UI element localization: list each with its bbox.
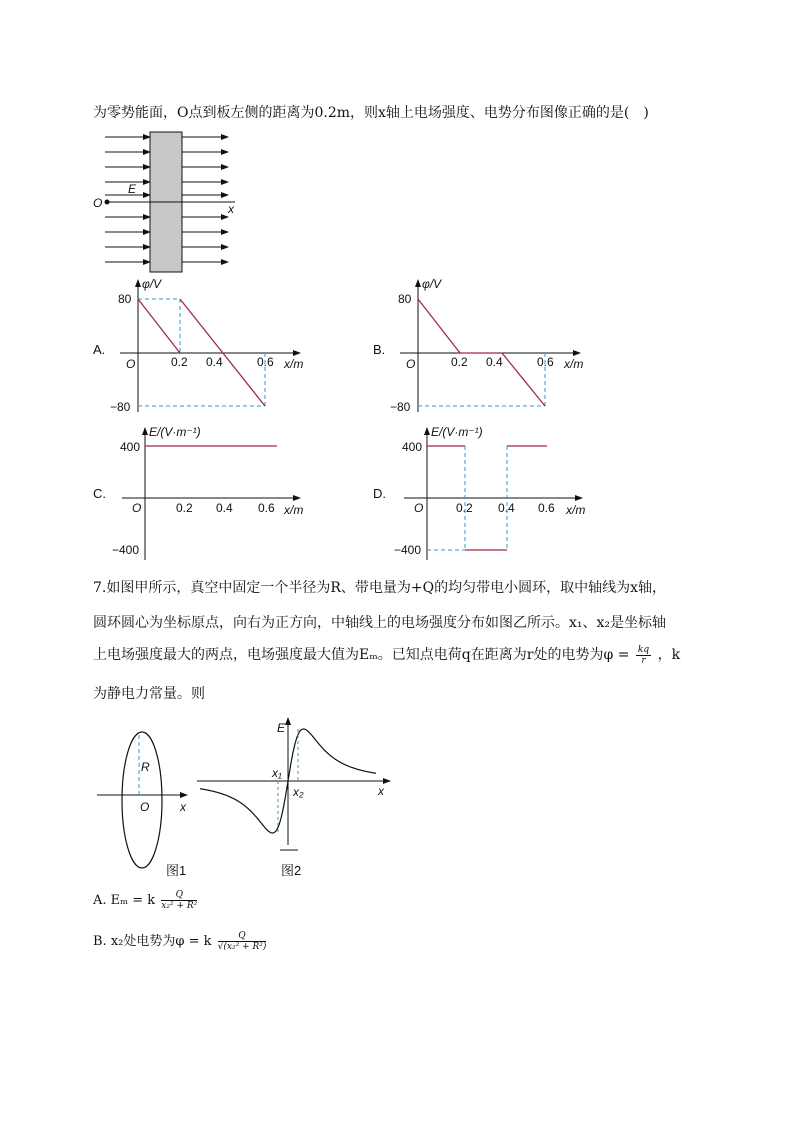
q6-text-line: 为零势能面，O点到板左侧的距离为0.2m，则x轴上电场强度、电势分布图像正确的是( ) xyxy=(93,105,649,121)
q7-line3-tail: ，k xyxy=(657,647,681,663)
xtick-0.4: 0.4 xyxy=(206,355,223,369)
plate-figure xyxy=(90,125,290,285)
label-x: x xyxy=(378,784,384,798)
label-R: R xyxy=(141,760,150,774)
ylabel: φ/V xyxy=(142,277,162,291)
q7-option-A xyxy=(93,890,199,911)
q7-option-B xyxy=(93,930,268,952)
ylabel: φ/V xyxy=(422,277,442,291)
potential-fraction xyxy=(636,645,651,666)
optA-den: x₂² + R² xyxy=(161,901,198,911)
origin: O xyxy=(414,501,424,515)
option-B-label: B. xyxy=(373,342,386,357)
q7-text-line3 xyxy=(93,644,680,666)
ylabel: E/(V·m⁻¹) xyxy=(149,425,201,439)
label-x: x xyxy=(180,800,186,814)
optB-den: √(x₂² + R²) xyxy=(217,942,267,952)
graph-D xyxy=(392,420,592,565)
q7-text-line2: 圆环圆心为坐标原点，向右为正方向，中轴线上的电场强度分布如图乙所示。x₁、x₂是坐标轴 xyxy=(93,615,667,631)
xtick-0.6: 0.6 xyxy=(258,501,275,515)
graph-C xyxy=(110,420,310,565)
optA-fraction xyxy=(161,890,197,911)
xtick-0.4: 0.4 xyxy=(486,355,503,369)
xtick-0.4: 0.4 xyxy=(498,501,515,515)
q7-text-line1: 7.如图甲所示，真空中固定一个半径为R、带电量为+Q的均匀带电小圆环，取中轴线为x轴， xyxy=(93,580,666,596)
xtick-0.2: 0.2 xyxy=(456,501,473,515)
ytick-80: 80 xyxy=(398,292,412,306)
xtick-0.2: 0.2 xyxy=(176,501,193,515)
optA-prefix: A. Eₘ = k xyxy=(93,893,156,908)
graph-A xyxy=(110,272,310,417)
optB-num: Q xyxy=(218,931,267,942)
xtick-0.6: 0.6 xyxy=(538,501,555,515)
figure-1-caption: 图1 xyxy=(166,863,187,878)
figure-2-curve xyxy=(195,715,395,855)
q7-text-line4: 为静电力常量。则 xyxy=(93,686,205,702)
label-x: x xyxy=(228,202,234,216)
xtick-0.6: 0.6 xyxy=(257,355,274,369)
ytick-neg80: −80 xyxy=(110,400,131,414)
graph-B xyxy=(390,272,590,417)
ytick-neg400: −400 xyxy=(394,543,422,557)
optB-fraction xyxy=(218,931,267,952)
label-x1: x₁ xyxy=(272,766,282,780)
label-E: E xyxy=(277,721,286,735)
origin: O xyxy=(406,357,416,371)
label-O: O xyxy=(93,196,103,210)
frac-num: kq xyxy=(637,644,650,655)
ytick-neg400: −400 xyxy=(112,543,140,557)
xtick-0.2: 0.2 xyxy=(171,355,188,369)
xlabel: x/m xyxy=(284,357,304,371)
ytick-400: 400 xyxy=(120,440,141,454)
origin-dot xyxy=(105,200,110,205)
xlabel: x/m xyxy=(284,503,304,517)
ytick-neg80: −80 xyxy=(390,400,411,414)
optB-prefix: B. x₂处电势为φ = k xyxy=(93,934,212,949)
xtick-0.2: 0.2 xyxy=(451,355,468,369)
xlabel: x/m xyxy=(564,357,584,371)
origin: O xyxy=(126,357,136,371)
label-x2: x₂ xyxy=(293,785,304,799)
ylabel: E/(V·m⁻¹) xyxy=(431,425,483,439)
option-A-label: A. xyxy=(93,342,106,357)
q7-line3-main: 上电场强度最大的两点，电场强度最大值为Eₘ。已知点电荷q在距离为r处的电势为φ = xyxy=(93,647,630,663)
xlabel: x/m xyxy=(566,503,586,517)
xtick-0.6: 0.6 xyxy=(537,355,554,369)
xtick-0.4: 0.4 xyxy=(216,501,233,515)
origin: O xyxy=(132,501,142,515)
ytick-400: 400 xyxy=(402,440,423,454)
label-E: E xyxy=(128,182,137,196)
figure-1-ring xyxy=(95,725,205,875)
option-D-label: D. xyxy=(373,486,386,501)
label-O: O xyxy=(140,800,150,814)
ytick-80: 80 xyxy=(118,292,132,306)
optA-num: Q xyxy=(161,890,197,901)
figure-2-caption: 图2 xyxy=(281,863,302,878)
frac-den: r xyxy=(641,655,646,666)
option-C-label: C. xyxy=(93,486,106,501)
